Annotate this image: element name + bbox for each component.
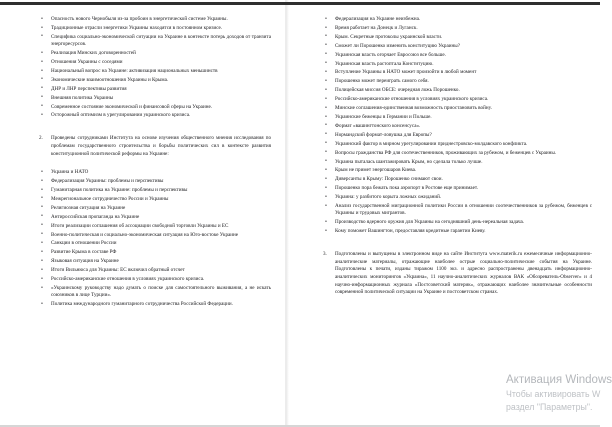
- list-item: • Нормандский формат-ловушка для Европы?: [322, 132, 592, 139]
- list-item: • Развитие Крыма в составе РФ: [38, 249, 271, 256]
- list-item: • Языковая ситуация на Украине: [38, 258, 271, 265]
- list-item: • Время работает на Донецк и Луганск.: [322, 25, 592, 32]
- list-item: • Украинская власть огорчает Евросоюз все больше.: [322, 52, 592, 59]
- watermark-line-3: раздел "Параметры".: [506, 401, 593, 412]
- list-item: • ДНР и ЛНР перспективы развития: [38, 86, 271, 93]
- list-item: • Национальный вопрос на Украине: активизация национальных меньшинств: [38, 68, 271, 75]
- list-item: • Кому поможет Вашингтон, предоставляя кредитные гарантии Киеву.: [322, 228, 592, 235]
- list-item: • Производство ядерного оружия для Украины на сегодняшний день-нереальная задача.: [322, 219, 592, 226]
- watermark-line-2: Чтобы активировать W: [506, 389, 601, 399]
- list-item: • Федерализация на Украине неизбежна.: [322, 16, 592, 23]
- section-2-number: 2.: [39, 135, 43, 142]
- list-item: • Реализация Минских договоренностей: [38, 50, 271, 57]
- list-item: • Анализ государственной миграционной политики России в отношении соотечественников за рубежом, беженцев с Украины и трудовых мигрантов.: [322, 203, 592, 218]
- list-item: • Федерализация Украины: проблемы и перспективы: [38, 178, 271, 185]
- section-3-number: 3.: [323, 251, 327, 258]
- section-1-bullet-list: [38, 16, 271, 120]
- section-3-text: Подготовлены и выпущены в электронном виде на сайте Института www.materik.ru ежемесячные информационно-аналитические материалы, отражающие наиболее острые социально-политические события на Украине. Подготовлены к печати, изданы тиражом 1100 экз. и адресно распространены двенадцать информационно-аналитических мониторингов «Украина», 11 научно-аналитических журналов ВАК «Обозреватель-Observer» и 4 научно-информационных журнала «Постсоветский материк», отражающих наиболее значительные особенности современной политической ситуации на Украине и постсоветском странах.: [335, 251, 592, 296]
- viewer-top-edge: [0, 2, 600, 5]
- list-item: • Минские соглашения-единственная возможность приостановить войну.: [322, 105, 592, 112]
- spacer: [322, 237, 592, 251]
- list-item: • Осторожный оптимизм в урегулировании украинского кризиса.: [38, 112, 271, 119]
- spacer: [38, 121, 271, 135]
- list-item: • Вступление Украины в НАТО может произойти в любой момент: [322, 69, 592, 76]
- document-page-right[interactable]: [286, 0, 600, 427]
- spacer: [38, 158, 271, 169]
- list-item: • Украинские беженцы в Германии и Польше.: [322, 114, 592, 121]
- list-item: • Полицейская миссия ОБСЕ: очередная ложь Порошенко.: [322, 87, 592, 94]
- list-item: • Сможет ли Порошенко изменить конституцию Украины?: [322, 43, 592, 50]
- section-3-paragraph: [322, 251, 592, 297]
- list-item: • Экономические взаимоотношения Украины и Крыма.: [38, 77, 271, 84]
- list-item: • Внешняя политика Украины: [38, 95, 271, 102]
- list-item: • Украинский фактор в мирном урегулировании приднестровско-молдавского конфликта.: [322, 141, 592, 148]
- list-item: • Религиозная ситуация на Украине: [38, 205, 271, 212]
- list-item: • Санкции в отношении России: [38, 240, 271, 247]
- list-item: • Гуманитарная политика на Украине: проблемы и перспективы: [38, 187, 271, 194]
- list-item: • Межрегиональное сотрудничество России и Украины: [38, 196, 271, 203]
- list-item: • Диверсанты в Крыму: Порошенко снимают свои.: [322, 176, 592, 183]
- list-item: • Военно-политическая и социально-экономическая ситуация на Юго-востоке Украине: [38, 232, 271, 239]
- list-item: • Российско-американские отношения в условиях украинского кризиса.: [38, 276, 271, 283]
- list-item: • Порошенко пора бежать пока аэропорт в Ростове еще принимает.: [322, 185, 592, 192]
- list-item: • Российско-американские отношения в условиях украинского кризиса.: [322, 96, 592, 103]
- list-item: • Крым. Секретные протоколы украинской власти.: [322, 34, 592, 41]
- list-item: • Формат «вашингтонского консенсуса».: [322, 123, 592, 130]
- list-item: • Украина: у разбитого корыта ложных ожиданий.: [322, 194, 592, 201]
- list-item: • Крым не примет энергошаров Киева.: [322, 167, 592, 174]
- list-item: • Итоги реализации соглашения об ассоциации свободной торговли Украины и ЕС: [38, 223, 271, 230]
- list-item: • Современное состояние экономической и финансовой сферы на Украине.: [38, 104, 271, 111]
- section-2-bullet-list-continued: [322, 16, 592, 236]
- list-item: • Опасность нового Чернобыля из-за пробоин в энергетической системе Украины.: [38, 16, 271, 23]
- list-item: • Украинская власть растоптала Конституцию.: [322, 61, 592, 68]
- list-item: • Традиционные отрасли энергетики Украины находятся в постоянном кризисе.: [38, 25, 271, 32]
- list-item: • Итоги Вильнюса для Украины: ЕС включил обратный отсчет: [38, 267, 271, 274]
- list-item: • Антироссийская пропаганда на Украине: [38, 214, 271, 221]
- document-page-left[interactable]: [0, 0, 286, 427]
- list-item: • Украина пыталась шантажировать Крым, но сделала только лучше.: [322, 159, 592, 166]
- section-2-text: Проведены сотрудниками Института на основе изучения общественного мнения исследования по проблемам государственного строительства и борьбы политических сил в контексте развития конституционной политической реформы на Украине:: [51, 135, 271, 157]
- list-item: • Политика международного гуманитарного сотрудничества Российской Федерации.: [38, 301, 271, 308]
- list-item: • «Украинскому руководству надо думать о поиске для самостоятельного выживания, а не искать союзников в лице Турции».: [38, 285, 271, 300]
- section-2-paragraph: [38, 135, 271, 158]
- list-item: • Специфика социально-экономической ситуации на Украине в контексте потерь доходов от транзита энергоресурсов.: [38, 34, 271, 49]
- section-2-bullet-list: [38, 169, 271, 309]
- list-item: • Украина и НАТО: [38, 169, 271, 176]
- list-item: • Порошенко может переиграть самого себя.: [322, 78, 592, 85]
- watermark-title: Активация Windows: [506, 374, 612, 386]
- list-item: • Вопросы гражданства РФ для соотечественников, проживающих за рубежом, и беженцев с Украины.: [322, 150, 592, 157]
- list-item: • Отношения Украины с соседями: [38, 59, 271, 66]
